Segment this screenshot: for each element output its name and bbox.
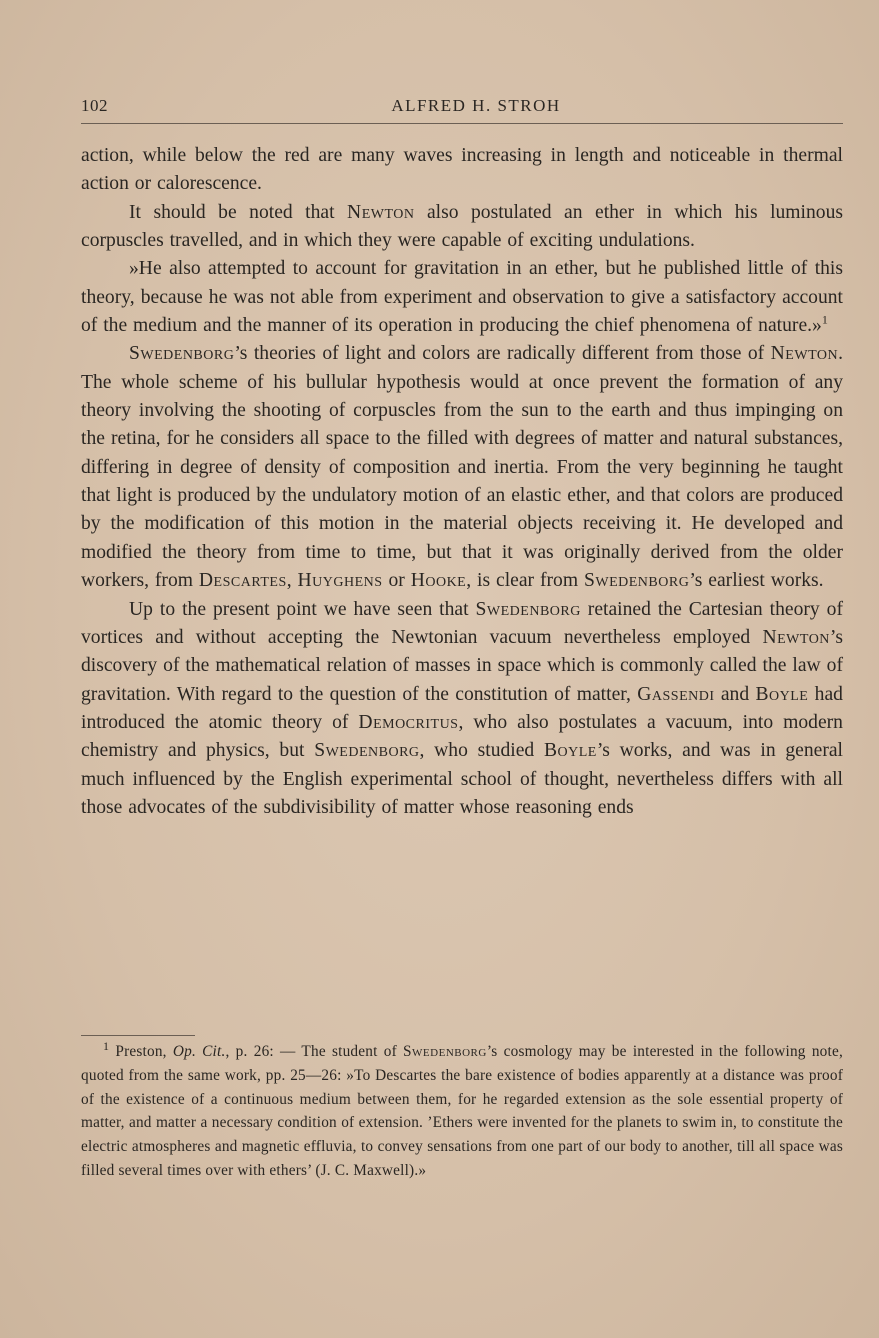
running-title: ALFRED H. STROH	[391, 96, 561, 115]
text-run: It should be noted that	[129, 201, 348, 223]
proper-name: Newton	[770, 343, 839, 365]
proper-name: Hooke	[410, 570, 467, 592]
text-run: , p. 26: — The student of	[225, 1043, 404, 1060]
text-run: ’s earliest works.	[689, 570, 824, 592]
proper-name: Newton	[762, 626, 830, 648]
header-rule	[81, 123, 843, 124]
body-text	[81, 142, 843, 822]
text-run: , who also postulates a vacuum, into modern chemistry and physics, but	[81, 711, 843, 762]
proper-name: Swedenborg	[403, 1043, 487, 1060]
footnote-marker: 1	[103, 1038, 110, 1053]
text-run: Up to the present point we have seen that	[129, 598, 476, 620]
text-run: ’s theories of light and colors are radically different from those of	[234, 343, 771, 365]
running-head	[81, 92, 843, 122]
text-run: , is clear from	[466, 570, 584, 592]
text-run: action, while below the red are many waves increasing in length and noticeable in thermal action or calorescence.	[81, 145, 843, 195]
footnote-rule	[81, 1035, 195, 1036]
text-run: ,	[286, 570, 298, 592]
footnote-paragraph	[81, 1040, 843, 1183]
text-run: , who studied	[419, 740, 544, 762]
text-run: ’s discovery of the mathematical relation of masses in space which is commonly called the law of gravitation. With regard to the question of the constitution of matter,	[81, 626, 843, 705]
proper-name: Swedenborg	[129, 343, 235, 365]
text-run: Preston,	[109, 1043, 173, 1060]
text-run: . The whole scheme of his bullular hypothesis would at once prevent the formation of any theory involving the shooting of corpuscles from the sun to the earth and thus impinging on the retina, for he considers all space to the filled with degrees of matter and natural substances, differing in degree of density of composition and inertia. From the very beginning he taught that light is produced by the undulatory motion of an elastic ether, and that colors are produced by the modification of this motion in the material objects receiving it. He developed and modified the theory from time to time, but that it was originally derived from the older workers, from	[81, 343, 843, 592]
text-run: had introduced the atomic theory of	[81, 683, 843, 733]
footnote-marker: 1	[821, 312, 828, 327]
footnote	[81, 1040, 843, 1183]
text-run: ’s works, and was in general much influenced by the English experimental school of thought, nevertheless differs with all those advocates of the subdivisibility of matter whose reasoning ends	[81, 740, 844, 818]
text-run: »He also attempted to account for gravitation in an ether, but he published little of this theory, because he was not able from experiment and observation to give a satisfactory account of the medium and the manner of its operation in producing the chief phenomena of nature.»	[81, 258, 843, 337]
paragraph	[81, 340, 843, 595]
proper-name: Swedenborg	[314, 740, 420, 762]
text-run: ’s cosmology may be interested in the following note, quoted from the same work, pp. 25—26: »To Descartes the bare existence of bodies apparently at a distance was proof of the existence of a continuous medium between them, for he regarded extension as the sole essential property of matter, and matter a necessary condition of extension. ’Ethers were invented for the planets to swim in, to constitute the electric atmospheres and magnetic effluvia, to convey sensations from one part of our body to another, till all space was filled several times over with ethers’ (J. C. Maxwell).»	[81, 1043, 843, 1179]
proper-name: Descartes	[198, 570, 287, 592]
proper-name: Gassendi	[637, 683, 715, 705]
book-page	[81, 92, 844, 1179]
text-run: retained the Cartesian theory of vortices and without accepting the Newtonian vacuum nevertheless employed	[81, 598, 843, 648]
proper-name: Swedenborg	[583, 570, 690, 592]
page-number: 102	[81, 96, 108, 115]
paragraph	[81, 255, 843, 340]
paragraph	[81, 199, 843, 256]
proper-name: Boyle	[755, 683, 809, 705]
text-run: and	[714, 683, 756, 705]
proper-name: Huyghens	[297, 570, 383, 592]
proper-name: Democritus	[358, 711, 459, 733]
text-run: Op. Cit.	[172, 1043, 226, 1060]
text-run: or	[382, 570, 411, 592]
proper-name: Swedenborg	[475, 598, 581, 620]
proper-name: Boyle	[543, 740, 597, 762]
paragraph	[81, 142, 843, 199]
paragraph	[81, 596, 843, 823]
proper-name: Newton	[347, 201, 415, 223]
text-run: also postulated an ether in which his luminous corpuscles travelled, and in which they were capable of exciting undulations.	[81, 201, 844, 252]
